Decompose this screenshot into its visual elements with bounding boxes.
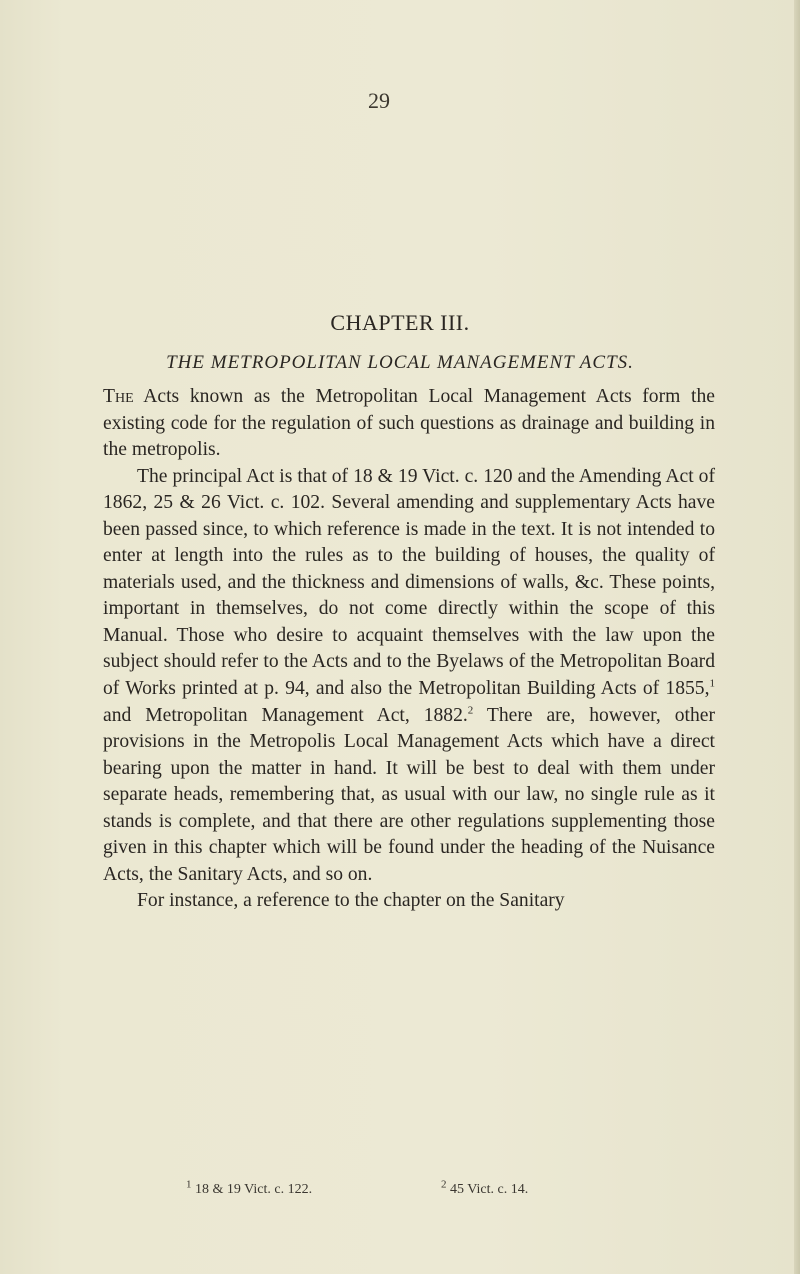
chapter-title: CHAPTER III. [330,310,470,335]
paragraph-2-text-end: There are, however, other provisions in the Metropolis Local Management Acts which have a direct bearing upon the matter in hand. It will be best to deal with them under separate heads, remembering that, as usual with our law, no single rule as it stands is complete, and that there are other regulations supplementing those given in this chapter which will be found under the heading of the Nuisance Acts, the Sanitary Acts, and so on. [103,704,715,885]
footnote-ref-1: 1 [709,677,715,690]
paragraph-1-text: Acts known as the Metropolitan Local Management Acts form the existing code for the regulation of such questions as drainage and building in the metropolis. [103,386,715,461]
footnote-1-text: 18 & 19 Vict. c. 122. [195,1182,313,1197]
paragraph-2 [103,464,715,889]
paragraph-3-text: For instance, a reference to the chapter on the Sanitary [137,890,565,912]
footnote-1-mark: 1 [186,1178,192,1191]
paragraph-3 [103,888,715,915]
footnote-2-mark: 2 [441,1178,447,1191]
page-number: 29 [368,88,390,113]
footnote-1 [186,1178,313,1198]
chapter-subtitle: THE METROPOLITAN LOCAL MANAGEMENT ACTS. [166,352,634,373]
footnote-2-text: 45 Vict. c. 14. [450,1182,529,1197]
body-text [103,384,715,915]
paragraph-2-text: The principal Act is that of 18 & 19 Vict. c. 120 and the Amending Act of 1862, 25 & 26 Vict. c. 102. Several amending and supplementary Acts have been passed since, to which reference is made in the text. It is not intended to enter at length into the rules as to the building of houses, the quality of materials used, and the thickness and dimensions of walls, &c. These points, important in themselves, do not come directly within the scope of this Manual. Those who desire to acquaint themselves with the law upon the subject should refer to the Acts and to the Byelaws of the Metropolitan Board of Works printed at p. 94, and also the Metropolitan Building Acts of 1855, [103,465,715,700]
paragraph-2-text-cont: and Metropolitan Management Act, 1882. [103,704,468,726]
footnotes [186,1178,706,1198]
paragraph-1 [103,384,715,464]
footnote-2 [441,1178,529,1198]
page-edge [794,0,800,1274]
paragraph-lead-word: The [103,386,134,407]
footnote-ref-2: 2 [467,704,474,717]
